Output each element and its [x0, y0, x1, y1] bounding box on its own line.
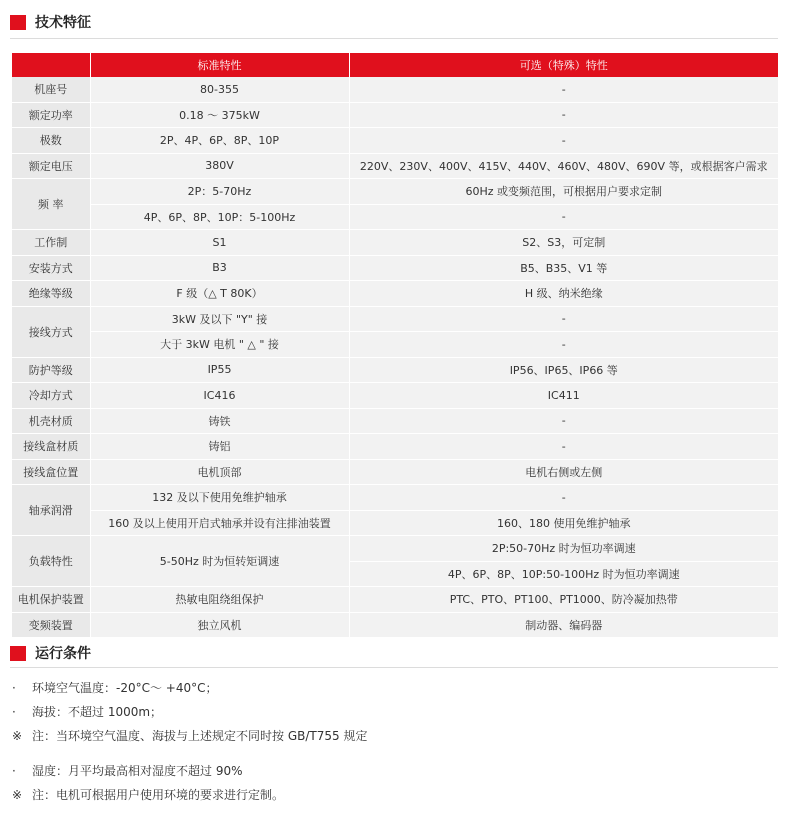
list-item [12, 676, 367, 700]
row-label: 工作制 [12, 230, 90, 256]
table-row [12, 306, 778, 332]
spec-table [12, 53, 778, 638]
optional-value: - [349, 306, 778, 332]
row-label: 接线盒材质 [12, 434, 90, 460]
note-text: 注：电机可根据用户使用环境的要求进行定制。 [32, 788, 285, 802]
list-item [12, 700, 367, 724]
list-item [12, 759, 367, 783]
table-row [12, 459, 778, 485]
table-row [12, 485, 778, 511]
bullet-icon: · [12, 681, 16, 695]
optional-value: S2、S3，可定制 [349, 230, 778, 256]
table-row [12, 383, 778, 409]
table-row [12, 102, 778, 128]
row-label: 接线方式 [12, 306, 90, 357]
table-row [12, 128, 778, 154]
table-row [12, 230, 778, 256]
optional-value: 电机右侧或左侧 [349, 459, 778, 485]
table-row [12, 179, 778, 205]
standard-value: 0.18 ～ 375kW [90, 102, 349, 128]
table-row [12, 587, 778, 613]
standard-value: B3 [90, 255, 349, 281]
row-label: 极数 [12, 128, 90, 154]
condition-text: 湿度：月平均最高相对湿度不超过 90% [32, 764, 243, 778]
note-text: 注：当环境空气温度、海拔与上述规定不同时按 GB/T755 规定 [32, 729, 368, 743]
standard-value: IP55 [90, 357, 349, 383]
table-row [12, 536, 778, 562]
table-row [12, 612, 778, 638]
optional-value: - [349, 102, 778, 128]
standard-value: 独立风机 [90, 612, 349, 638]
standard-value: 3kW 及以下 "Y" 接 [90, 306, 349, 332]
condition-text: 海拔：不超过 1000m； [32, 705, 163, 719]
optional-value: H 级、纳米绝缘 [349, 281, 778, 307]
standard-value: 大于 3kW 电机 " △ " 接 [90, 332, 349, 358]
section-header-conditions [10, 643, 91, 663]
row-label: 接线盒位置 [12, 459, 90, 485]
standard-value: 80-355 [90, 77, 349, 102]
bullet-icon: · [12, 764, 16, 778]
bullet-icon: · [12, 705, 16, 719]
row-label: 变频装置 [12, 612, 90, 638]
optional-value: - [349, 485, 778, 511]
row-label: 安装方式 [12, 255, 90, 281]
optional-value: 220V、230V、400V、415V、440V、460V、480V、690V 等，或根据客户需求 [349, 153, 778, 179]
row-label: 绝缘等级 [12, 281, 90, 307]
standard-value: 132 及以下使用免维护轴承 [90, 485, 349, 511]
optional-value: IC411 [349, 383, 778, 409]
section-header-tech [10, 12, 91, 32]
row-label: 冷却方式 [12, 383, 90, 409]
optional-value: - [349, 332, 778, 358]
standard-value: 2P：5-70Hz [90, 179, 349, 205]
row-label: 额定电压 [12, 153, 90, 179]
condition-text: 环境空气温度：-20°C～ +40°C； [32, 681, 218, 695]
optional-value: 制动器、编码器 [349, 612, 778, 638]
row-label: 负载特性 [12, 536, 90, 587]
table-row [12, 332, 778, 358]
table-row [12, 357, 778, 383]
table-row [12, 510, 778, 536]
standard-value: 160 及以上使用开启式轴承并设有注排油装置 [90, 510, 349, 536]
standard-value: IC416 [90, 383, 349, 409]
standard-value: S1 [90, 230, 349, 256]
conditions-list [12, 676, 367, 807]
standard-value: 电机顶部 [90, 459, 349, 485]
table-row [12, 255, 778, 281]
table-row [12, 281, 778, 307]
row-label: 额定功率 [12, 102, 90, 128]
optional-value: - [349, 77, 778, 102]
optional-value: 4P、6P、8P、10P:50-100Hz 时为恒功率调速 [349, 561, 778, 587]
header-cell-blank [12, 53, 90, 77]
optional-value: - [349, 408, 778, 434]
optional-value: PTC、PTO、PT100、PT1000、防冷凝加热带 [349, 587, 778, 613]
reference-mark-icon: ※ [12, 788, 23, 802]
red-square-icon [10, 646, 26, 661]
header-cell-standard: 标准特性 [90, 53, 349, 77]
standard-value: 铸铁 [90, 408, 349, 434]
section-title: 技术特征 [35, 15, 91, 31]
row-label: 轴承润滑 [12, 485, 90, 536]
optional-value: 160、180 使用免维护轴承 [349, 510, 778, 536]
table-row [12, 204, 778, 230]
row-label: 机壳材质 [12, 408, 90, 434]
table-row [12, 434, 778, 460]
optional-value: B5、B35、V1 等 [349, 255, 778, 281]
standard-value: 热敏电阻绕组保护 [90, 587, 349, 613]
row-label: 电机保护装置 [12, 587, 90, 613]
optional-value: 60Hz 或变频范围，可根据用户要求定制 [349, 179, 778, 205]
section-title: 运行条件 [35, 646, 91, 662]
row-label: 防护等级 [12, 357, 90, 383]
optional-value: - [349, 204, 778, 230]
optional-value: - [349, 434, 778, 460]
list-item [12, 724, 367, 748]
standard-value: 380V [90, 153, 349, 179]
table-row [12, 408, 778, 434]
standard-value: 4P、6P、8P、10P：5-100Hz [90, 204, 349, 230]
optional-value: IP56、IP65、IP66 等 [349, 357, 778, 383]
table-row [12, 77, 778, 102]
reference-mark-icon: ※ [12, 729, 23, 743]
divider [10, 667, 778, 668]
row-label: 机座号 [12, 77, 90, 102]
optional-value: - [349, 128, 778, 154]
optional-value: 2P:50-70Hz 时为恒功率调速 [349, 536, 778, 562]
standard-value: 2P、4P、6P、8P、10P [90, 128, 349, 154]
divider [10, 38, 778, 39]
row-label: 频 率 [12, 179, 90, 230]
standard-value: F 级（△ T 80K） [90, 281, 349, 307]
header-cell-optional: 可选（特殊）特性 [349, 53, 778, 77]
table-row [12, 153, 778, 179]
red-square-icon [10, 15, 26, 30]
list-item [12, 783, 367, 807]
standard-value: 铸铝 [90, 434, 349, 460]
table-header-row [12, 53, 778, 77]
standard-value: 5-50Hz 时为恒转矩调速 [90, 536, 349, 587]
